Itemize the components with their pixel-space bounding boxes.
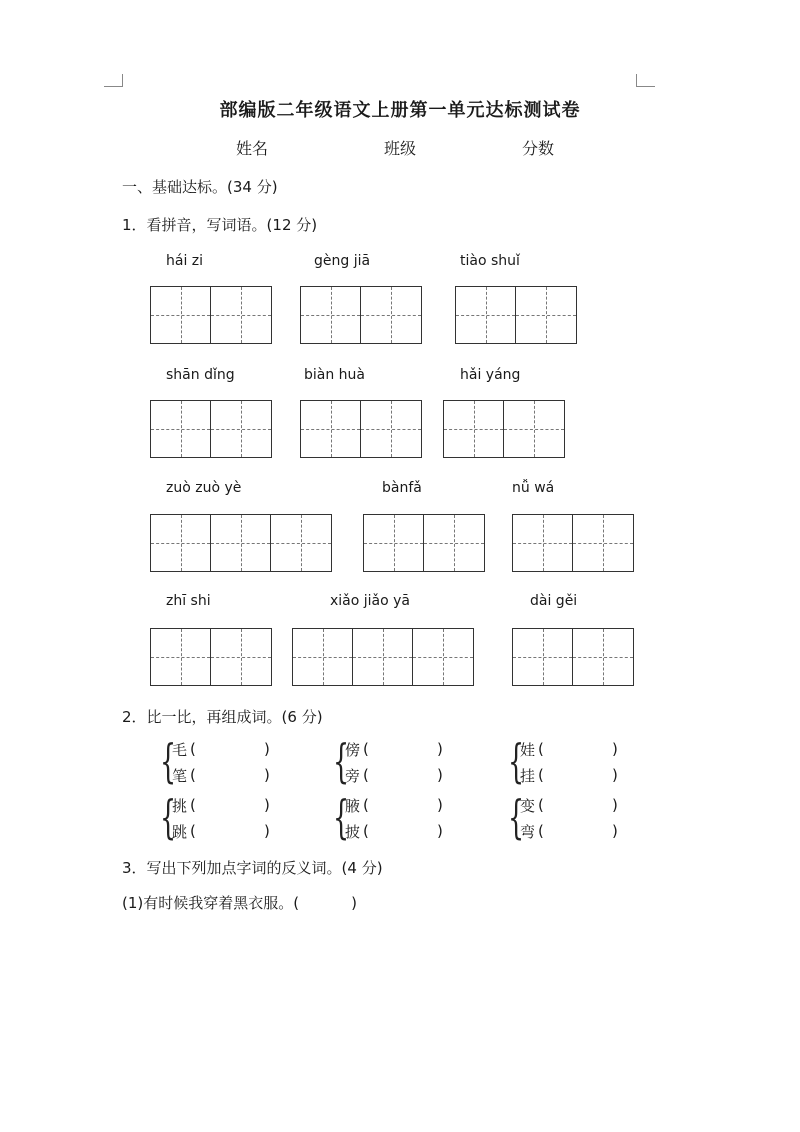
pinyin-label: hái zi (166, 253, 204, 269)
question-2-title: 2．比一比，再组成词。(6 分) (122, 708, 323, 726)
paren-close: ) (437, 766, 443, 784)
paren-open: ( (363, 740, 369, 758)
pinyin-label: biàn huà (304, 367, 366, 383)
paren-close: ) (264, 822, 270, 840)
brace-icon: { (508, 790, 525, 844)
character: 跳 (172, 822, 188, 841)
brace-icon: { (333, 734, 350, 788)
page-title: 部编版二年级语文上册第一单元达标测试卷 (219, 100, 581, 121)
question-1-title: 1．看拼音，写词语。(12 分) (122, 216, 318, 234)
paren-open: ( (538, 766, 544, 784)
character: 娃 (520, 740, 536, 759)
class-label: 班级 (384, 139, 417, 158)
pinyin-label: hǎi yáng (460, 367, 521, 383)
pinyin-label: dài gěi (530, 593, 578, 609)
pinyin-label: zuò zuò yè (166, 480, 242, 496)
crop-mark-right (636, 74, 655, 87)
pinyin-label: xiǎo jiǎo yā (330, 593, 411, 609)
sentence-text: (1)有时候我穿着黑衣服。( (122, 894, 300, 912)
paren-close: ) (612, 822, 618, 840)
paren-open: ( (363, 766, 369, 784)
brace-icon: { (160, 790, 177, 844)
writing-grid[interactable] (150, 514, 332, 572)
paren-close: ) (437, 796, 443, 814)
character: 弯 (520, 822, 536, 841)
paren-open: ( (363, 822, 369, 840)
paren-close: ) (351, 894, 357, 912)
writing-grid[interactable] (512, 514, 634, 572)
writing-grid[interactable] (455, 286, 577, 344)
character: 傍 (345, 740, 361, 759)
character: 毛 (172, 740, 188, 759)
paren-open: ( (190, 740, 196, 758)
character: 旁 (345, 766, 361, 785)
paren-open: ( (538, 822, 544, 840)
compare-group (333, 736, 453, 792)
section-1-heading: 一、基础达标。(34 分) (122, 178, 278, 196)
writing-grid[interactable] (363, 514, 485, 572)
paren-close: ) (264, 766, 270, 784)
writing-grid[interactable] (300, 400, 422, 458)
pinyin-label: tiào shuǐ (460, 253, 520, 269)
pinyin-label: nǚ wá (512, 480, 555, 496)
brace-icon: { (160, 734, 177, 788)
character: 变 (520, 796, 536, 815)
question-3-sentence (122, 892, 357, 913)
score-label: 分数 (522, 139, 555, 158)
writing-grid[interactable] (292, 628, 474, 686)
paren-close: ) (612, 766, 618, 784)
brace-icon: { (333, 790, 350, 844)
paren-close: ) (612, 796, 618, 814)
crop-mark-left (104, 74, 123, 87)
paren-open: ( (190, 822, 196, 840)
paren-close: ) (437, 822, 443, 840)
compare-group (160, 792, 280, 848)
paren-open: ( (538, 796, 544, 814)
compare-group (508, 736, 628, 792)
character: 笔 (172, 766, 188, 785)
pinyin-label: zhī shi (166, 593, 211, 609)
paren-close: ) (264, 740, 270, 758)
character: 挂 (520, 766, 536, 785)
paren-open: ( (538, 740, 544, 758)
writing-grid[interactable] (512, 628, 634, 686)
writing-grid[interactable] (150, 628, 272, 686)
pinyin-label: bànfǎ (382, 480, 422, 496)
compare-group (160, 736, 280, 792)
writing-grid[interactable] (300, 286, 422, 344)
name-label: 姓名 (236, 139, 269, 158)
paren-open: ( (363, 796, 369, 814)
brace-icon: { (508, 734, 525, 788)
character: 披 (345, 822, 361, 841)
paren-close: ) (612, 740, 618, 758)
paren-close: ) (437, 740, 443, 758)
question-3-title: 3．写出下列加点字词的反义词。(4 分) (122, 859, 383, 877)
writing-grid[interactable] (443, 400, 565, 458)
paren-open: ( (190, 766, 196, 784)
writing-grid[interactable] (150, 400, 272, 458)
pinyin-label: gèng jiā (314, 253, 371, 269)
paren-close: ) (264, 796, 270, 814)
paren-open: ( (190, 796, 196, 814)
pinyin-label: shān dǐng (166, 367, 235, 383)
compare-group (333, 792, 453, 848)
compare-group (508, 792, 628, 848)
character: 挑 (172, 796, 188, 815)
character: 腋 (345, 796, 361, 815)
writing-grid[interactable] (150, 286, 272, 344)
